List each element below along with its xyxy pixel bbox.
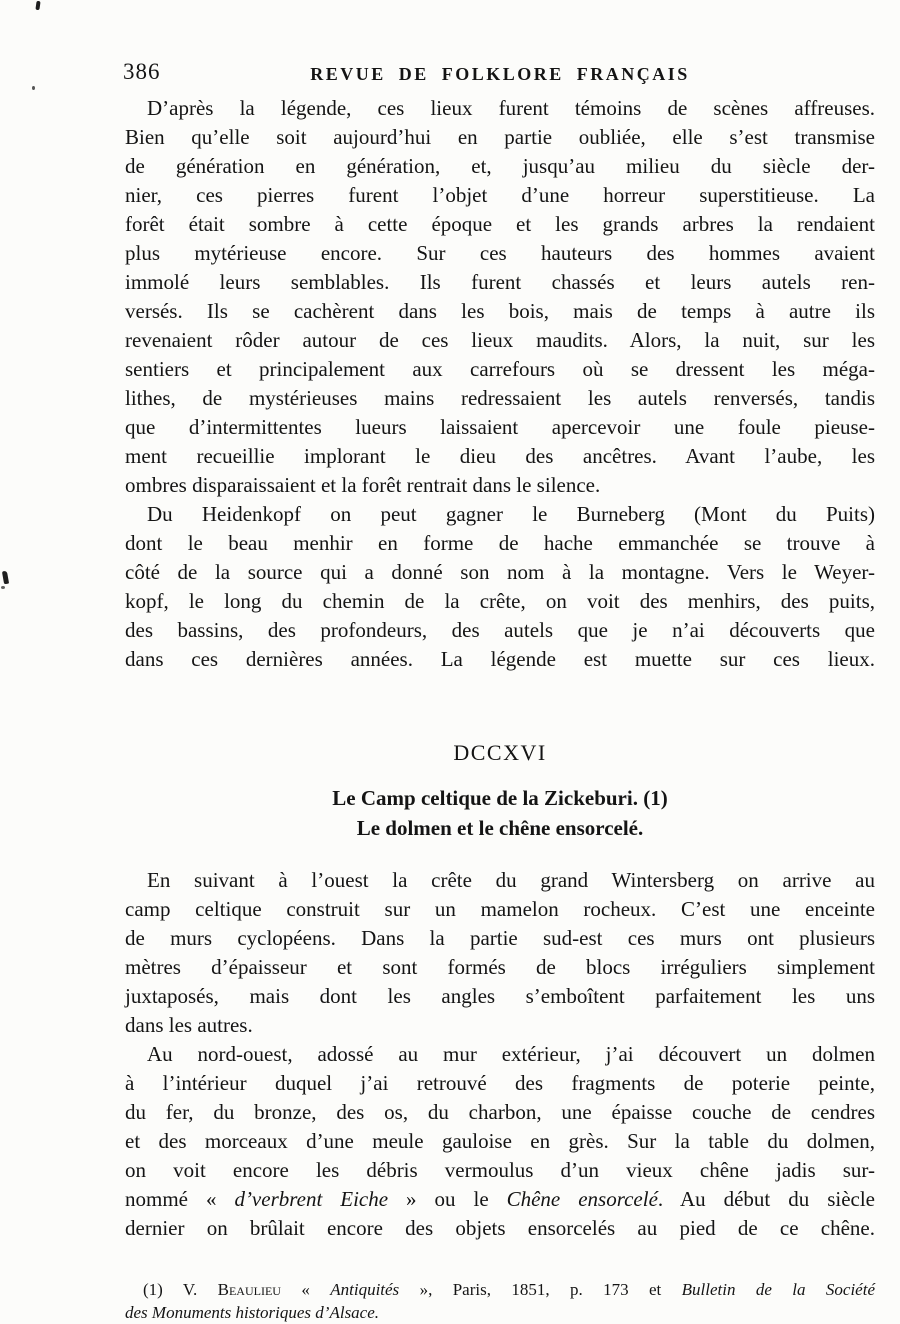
text-line: on voit encore les débris vermoulus d’un vieux chêne jadis sur- (125, 1158, 875, 1182)
text-segment: » ou le (388, 1187, 507, 1211)
paragraph (125, 94, 875, 500)
text-line: forêt était sombre à cette époque et les grands arbres la rendaient (125, 212, 875, 236)
text-line: dont le beau menhir en forme de hache emmanchée se trouve à (125, 531, 875, 555)
footnote-line: des Monuments historiques d’Alsace. (125, 1303, 380, 1322)
text-line: de génération en génération, et, jusqu’au milieu du siècle der- (125, 154, 875, 178)
text-line: En suivant à l’ouest la crête du grand Wintersberg on arrive au (147, 868, 875, 892)
section-title-line: Le Camp celtique de la Zickeburi. (1) (332, 786, 668, 810)
text-segment: . Au début du siècle (657, 1187, 876, 1211)
text-line: ombres disparaissaient et la forêt rentrait dans le silence. (125, 473, 601, 497)
ink-speck (35, 1, 40, 10)
journal-title: REVUE DE FOLKLORE FRANÇAIS (310, 64, 690, 84)
text-line: de murs cyclopéens. Dans la partie sud-est ces murs ont plusieurs (125, 926, 875, 950)
text-segment: nommé « (125, 1187, 235, 1211)
footnote (125, 1278, 875, 1324)
text-line: Au nord-ouest, adossé au mur extérieur, j’ai découvert un dolmen (147, 1042, 875, 1066)
text-line: à l’intérieur duquel j’ai retrouvé des fragments de poterie peinte, (125, 1071, 875, 1095)
page-header (125, 52, 875, 86)
text-line: nier, ces pierres furent l’objet d’une horreur superstitieuse. La (125, 183, 875, 207)
text-line: des bassins, des profondeurs, des autels que je n’ai découverts que (125, 618, 875, 642)
text-line: Du Heidenkopf on peut gagner le Burneberg (Mont du Puits) (147, 502, 875, 526)
text-line: D’après la légende, ces lieux furent témoins de scènes affreuses. (147, 96, 875, 120)
text-line: mètres d’épaisseur et sont formés de blocs irréguliers simplement (125, 955, 875, 979)
ink-speck (2, 571, 9, 585)
work-title: Bulletin de la Société (681, 1280, 875, 1299)
text-line: dans les autres. (125, 1013, 253, 1037)
ink-speck (1, 586, 5, 589)
section-title-line: Le dolmen et le chêne ensorcelé. (356, 816, 644, 840)
text-line: lithes, de mystérieuses mains redressaient les autels renversés, tandis (125, 386, 875, 410)
text-line: immolé leurs semblables. Ils furent chassés et leurs autels ren- (125, 270, 875, 294)
body-text (125, 94, 875, 1324)
text-line: que d’intermittentes lueurs laissaient apercevoir une foule pieuse- (125, 415, 875, 439)
paragraph (125, 866, 875, 1040)
text-line: dans ces dernières années. La légende est muette sur ces lieux. (125, 647, 875, 671)
italic-text: Chêne ensorcelé (506, 1187, 658, 1211)
text-line: dernier on brûlait encore des objets ensorcelés au pied de ce chêne. (125, 1216, 875, 1240)
text-line: kopf, le long du chemin de la crête, on voit des menhirs, des puits, (125, 589, 875, 613)
section-title (125, 783, 875, 843)
text-line: côté de la source qui a donné son nom à la montagne. Vers le Weyer- (125, 560, 875, 584)
text-line: plus mytérieuse encore. Sur ces hauteurs des hommes avaient (125, 241, 875, 265)
text-line: ment recueillie implorant le dieu des ancêtres. Avant l’aube, les (125, 444, 875, 468)
section-numeral: DCCXVI (453, 740, 547, 765)
text-line: versés. Ils se cachèrent dans les bois, mais de temps à autre ils (125, 299, 875, 323)
footnote-line (125, 1278, 875, 1301)
text-line: juxtaposés, mais dont les angles s’emboîtent parfaitement les uns (125, 984, 875, 1008)
text-line: revenaient rôder autour de ces lieux maudits. Alors, la nuit, sur les (125, 328, 875, 352)
text-line (125, 1185, 875, 1214)
text-line: du fer, du bronze, des os, du charbon, une épaisse couche de cendres (125, 1100, 875, 1124)
paragraph (125, 500, 875, 674)
text-segment: », Paris, 1851, p. 173 et (399, 1280, 682, 1299)
footnote-ref: (1) V. (143, 1280, 218, 1299)
text-line: Bien qu’elle soit aujourd’hui en partie oubliée, elle s’est transmise (125, 125, 875, 149)
text-segment: « (280, 1280, 331, 1299)
ink-speck (32, 86, 35, 90)
text-line: camp celtique construit sur un mamelon rocheux. C’est une enceinte (125, 897, 875, 921)
work-title: Antiquités (330, 1280, 400, 1299)
paragraph (125, 1040, 875, 1243)
author-name: Beaulieu (217, 1280, 281, 1299)
text-line: sentiers et principalement aux carrefours où se dressent les méga- (125, 357, 875, 381)
text-line: et des morceaux d’une meule gauloise en grès. Sur la table du dolmen, (125, 1129, 875, 1153)
page-number: 386 (123, 59, 161, 84)
italic-text: d’verbrent Eiche (234, 1187, 389, 1211)
page-content (125, 52, 875, 1324)
